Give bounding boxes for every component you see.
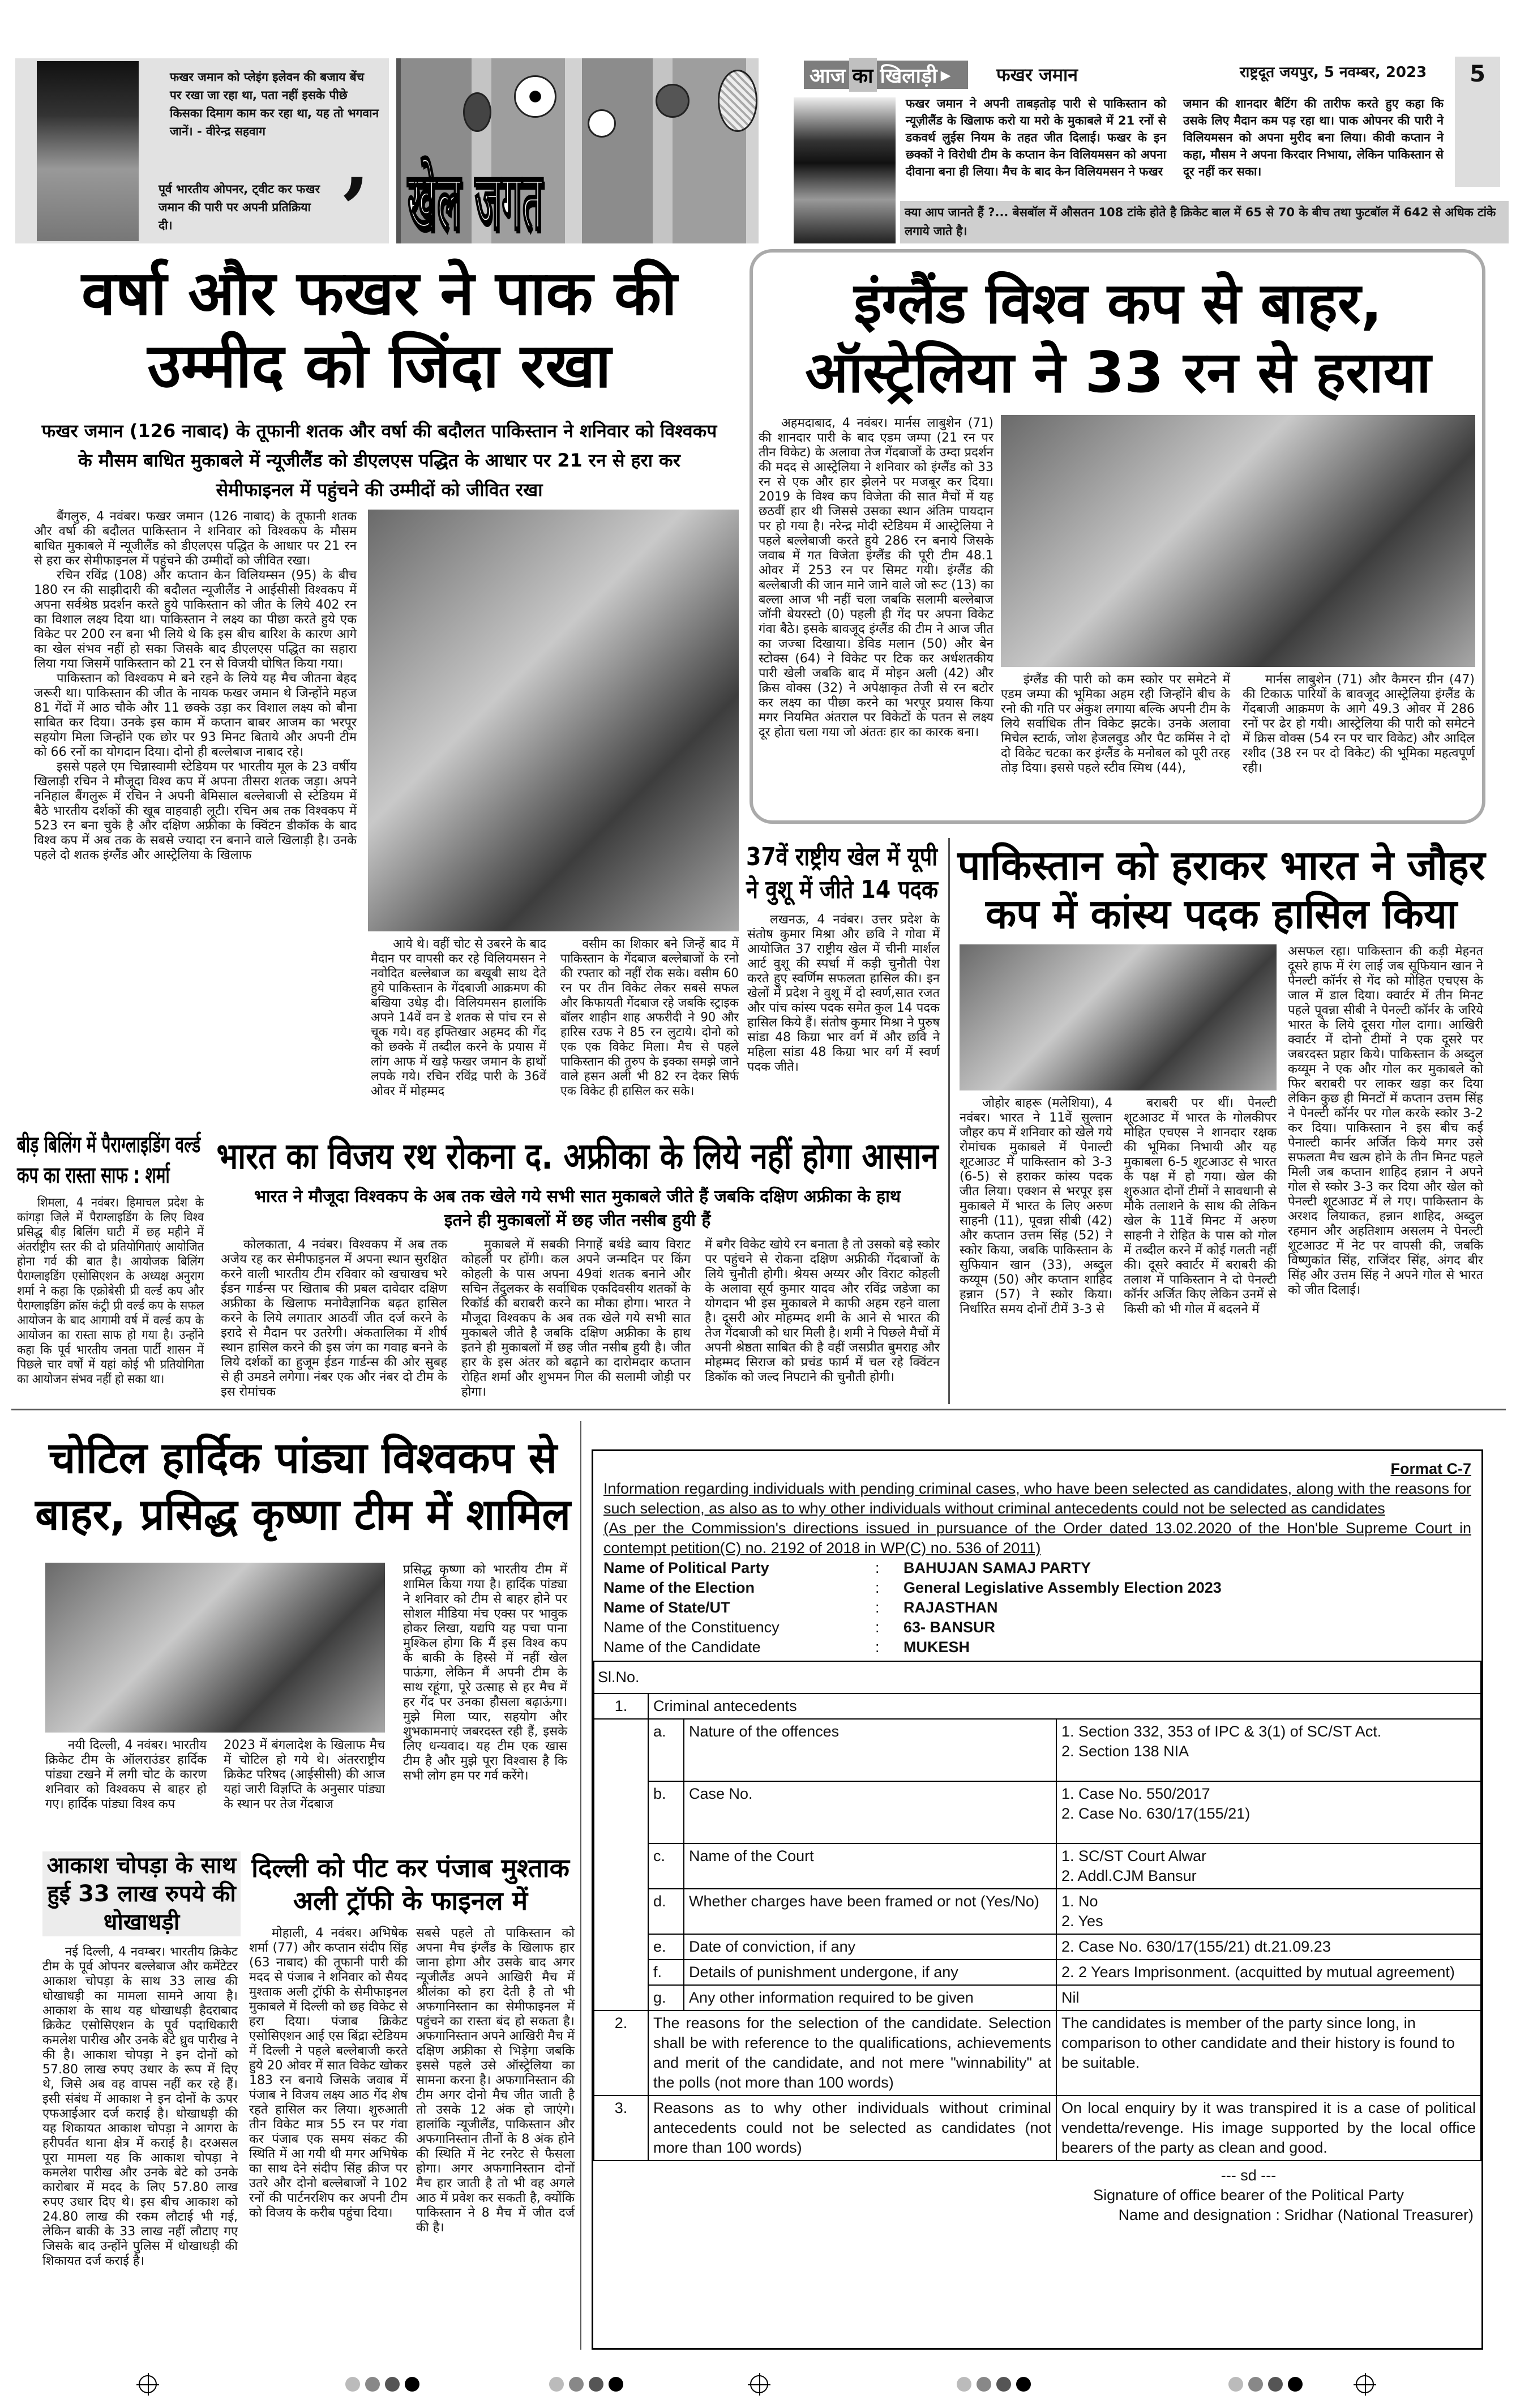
tennis-racket-icon bbox=[718, 70, 757, 132]
color-dot-icon bbox=[589, 2377, 603, 2392]
badge-word: खिलाड़ी bbox=[880, 64, 937, 88]
row-value: On local enquiry by it was transpired it is a case of political vendetta/revenge. His image supported by the local office bearers of the party as clean and good. bbox=[1056, 2095, 1481, 2161]
field-value: RAJASTHAN bbox=[903, 1599, 998, 1616]
row-letter: c. bbox=[648, 1844, 684, 1889]
color-dot-icon bbox=[345, 2377, 360, 2392]
article-column: सबसे पहले तो पाकिस्तान को अपना मैच इंग्लैंड के खिलाफ हार जाना होगा और उसके बाद अगर न्यूजीलैंड अपने आखिरी मैच में श्रीलंका को हरा देती है तो भी अफगानिस्तान का सेमीफाइनल में पहुंचने का रास्ता बंद हो सकता है। अफगानिस्तान अपने आखिरी मैच में दक्षिण अफ्रीका से भिड़ेगा जबकि इससे पहले उसे ऑस्ट्रेलिया का सामना करना है। अफगानिस्तान की टीम अगर दोनो मैच जीत जाती है तो उसके 12 अंक हो जाएंगे। हालांकि न्यूजीलैंड, पाकिस्तान और अफगानिस्तान तीनों के 8 अंक होने की स्थिति में नेट रनरेट से फैसला होगा। अगर अफगानिस्तान दोनों मैच हार जाती है तो भी वह अगले आठ में प्रवेश कर सकती है, क्योंकि पाकिस्तान ने 8 मैच में जीत दर्ज की है। bbox=[416, 1926, 575, 2235]
colon: : bbox=[875, 1559, 880, 1576]
color-dot-icon bbox=[1228, 2377, 1243, 2392]
color-dot-icon bbox=[1016, 2377, 1031, 2392]
row-label: Reasons as to why other individuals without criminal antecedents could not be selected as candidates (not more than 100 words) bbox=[648, 2095, 1056, 2161]
subhead-ind-sa: भारत ने मौजूदा विश्वकप के अब तक खेले गये सभी सात मुकाबले जीते हैं जबकि दक्षिण अफ्रीका के हाथ इतने ही मुकाबलों में छह जीत नसीब हुयी हैं bbox=[254, 1187, 901, 1230]
article-column: नयी दिल्ली, 4 नवंबर। भारतीय क्रिकेट टीम के ऑलराउंडर हार्दिक पांड्या टखने में लगी चोट के कारण शनिवार को विश्वकप से बाहर हो गए। हार्दिक पांड्या विश्व कप bbox=[45, 1738, 207, 1811]
registration-mark-icon bbox=[750, 2375, 768, 2393]
football-icon bbox=[514, 75, 556, 118]
table-row bbox=[594, 1960, 1481, 1985]
field-value: General Legislative Assembly Election 2023 bbox=[903, 1579, 1222, 1596]
williamson-photo bbox=[794, 97, 896, 243]
row-label: The reasons for the selection of the candidate. Selection shall be with reference to the qualifications, achievements and merit of the candidate, and not mere "winnability" at the polls (not more than 100 words) bbox=[648, 2011, 1056, 2095]
row-label: Name of the Court bbox=[684, 1844, 1056, 1889]
colon: : bbox=[875, 1599, 880, 1616]
color-dot-icon bbox=[405, 2377, 419, 2392]
color-dot-icon bbox=[1248, 2377, 1263, 2392]
cricket-ball-icon bbox=[463, 92, 491, 132]
criminal-antecedents-table bbox=[593, 1661, 1481, 2161]
color-dot-icon bbox=[1268, 2377, 1283, 2392]
color-dot-icon bbox=[365, 2377, 380, 2392]
page-number: 5 bbox=[1455, 57, 1500, 187]
field-state bbox=[603, 1598, 1471, 1618]
field-label: Name of the Constituency bbox=[603, 1619, 780, 1636]
row-value: 2. Case No. 630/17(155/21) dt.21.09.23 bbox=[1056, 1934, 1481, 1960]
table-row bbox=[594, 1781, 1481, 1844]
field-label: Name of Political Party bbox=[603, 1559, 769, 1576]
table-row bbox=[594, 1889, 1481, 1934]
quote-text: फखर जमान को प्लेइंग इलेवन की बजाय बेंच पर रखा जा रहा था, पता नहीं इसके पीछे किसका दिमाग काम कर रहा था, यह तो भगवान जानें। - वीरेन्द्र सहवाग bbox=[170, 70, 379, 138]
color-dot-icon bbox=[977, 2377, 991, 2392]
registration-mark-icon bbox=[139, 2375, 157, 2393]
section-title: Criminal antecedents bbox=[648, 1693, 1481, 1719]
color-dot-icon bbox=[957, 2377, 971, 2392]
field-value: BAHUJAN SAMAJ PARTY bbox=[903, 1559, 1091, 1576]
format-title: Format C-7 bbox=[1390, 1460, 1471, 1477]
table-row bbox=[594, 2095, 1481, 2161]
article-column: मोहाली, 4 नवंबर। अभिषेक शर्मा (77) और कप्तान संदीप सिंह (63 नाबाद) की तूफानी पारी की मदद से पंजाब ने शनिवार को सैयद मुश्ताक अली ट्रॉफी के सेमीफाइनल मुकाबले में दिल्ली को छह विकेट से हरा दिया। पंजाब क्रिकेट एसोसिएशन आई एस बिंद्रा स्टेडियम में दिल्ली ने पहले बल्लेबाजी करते हुये 20 ओवर में सात विकेट खोकर 183 रन बनाये जिसके जवाब में पंजाब ने विजय लक्ष्य आठ गेंद शेष रहते हासिल कर लिया। शुरुआती तीन विकेट मात्र 55 रन पर गंवा कर पंजाब एक समय संकट की स्थिति में आ गयी थी मगर अभिषेक का साथ देने संदीप सिंह क्रीज पर उतरे और दोनो बल्लेबाजों ने 102 रनों की पार्टनरशिप कर अपनी टीम को विजय के करीब पहुंचा दिया। bbox=[249, 1926, 408, 2220]
article-column: मार्नस लाबुशेन (71) और कैमरन ग्रीन (47) की टिकाऊ पारियों के बावजूद आस्ट्रेलिया इंग्लैंड के गेंदबाजी आक्रमण के आगे 49.3 ओवर में 286 रनों पर ढेर हो गयी। आस्ट्रेलिया की पारी को समेटने में क्रिस वोक्स (54 रन पर चार विकेट) और आदिल रशीद (38 रन पर दो विकेट) की भूमिका महत्वपूर्ण रही। bbox=[1243, 673, 1475, 775]
field-party bbox=[603, 1558, 1471, 1578]
field-candidate bbox=[603, 1637, 1471, 1657]
row-label: Details of punishment undergone, if any bbox=[684, 1960, 1056, 1985]
color-dot-icon bbox=[569, 2377, 584, 2392]
row-value: Nil bbox=[1056, 1985, 1481, 2011]
row-letter: a. bbox=[648, 1719, 684, 1781]
article-paragraph: इससे पहले एम चिन्नास्वामी स्टेडियम पर भारतीय मूल के 23 वर्षीय खिलाड़ी रचिन ने मौजूदा विश्व कप में अपना तीसरा शतक जड़ा। अपने ननिहाल बैंगलुरू में रचिन ने अपनी बेमिसाल बल्लेबाजी से स्टेडियम में बैठे भारतीय दर्शकों की खूब वाहवाही लूटी। रचिन अब तक विश्वकप में 523 रन बना चुके है और दक्षिण अफ्रीका के क्विंटन डीकॉक के बाद विश्व कप में अब तक के सबसे ज्यादा रन बनाने वाले खिलाड़ी है। उनके पहले दो शतक इंग्लैंड और आस्ट्रेलिया के खिलाफ bbox=[34, 760, 357, 862]
row-number: 2. bbox=[594, 2011, 648, 2095]
table-row bbox=[594, 1985, 1481, 2011]
did-you-know-box: क्या आप जानते हैं ?... बेसबॉल में औसतन 108 टांके होते है क्रिकेट बाल में 65 से 70 के बीच तथा फुटबॉल में 642 से अधिक टांके लगाये जाते है। bbox=[900, 201, 1509, 243]
player-of-day-name: फखर जमान bbox=[996, 64, 1078, 85]
photo-hockey-match bbox=[960, 944, 1277, 1090]
dateline: राष्ट्रदूत जयपुर, 5 नवम्बर, 2023 bbox=[1240, 64, 1427, 81]
quote-caption: पूर्व भारतीय ओपनर, ट्वीट कर फखर जमान की पारी पर अपनी प्रतिक्रिया दी। bbox=[159, 182, 320, 232]
article-column: इंग्लैंड की पारी को कम स्कोर पर समेटने में एडम जम्पा की भूमिका अहम रही जिन्होंने बीच के रनो की गति पर अंकुश लगाया बल्कि अपनी टीम के लिये सर्वाधिक तीन विकेट झटके। उनके अलावा मिचेल स्टार्क, जोश हेजलवुड और पैट कमिंस ने दो दो विकेट चटका कर इंग्लैंड के मनोबल को पूरी तरह तोड़ दिया। इससे पहले स्टीव स्मिथ (44), bbox=[1001, 673, 1230, 775]
badge-word: आज bbox=[810, 64, 846, 88]
section-logo-text: खेल जगत bbox=[408, 156, 543, 248]
row-value: The candidates is member of the party since long, in comparison to other candidate and their history is found to be suitable. bbox=[1056, 2011, 1481, 2095]
signature-line: Signature of office bearer of the Political Party bbox=[1093, 2187, 1404, 2204]
signed-mark: --- sd --- bbox=[1220, 2167, 1277, 2184]
color-dot-icon bbox=[996, 2377, 1011, 2392]
headline-pak-nz: वर्षा और फखर ने पाक की उम्मीद को जिंदा रखा bbox=[82, 258, 677, 401]
article-column: वसीम का शिकार बने जिन्हें बाद में पाकिस्तान के गेंदबाज बल्लेबाजों के रनो की रफ्तार को नहीं रोक सके। वसीम 60 रन पर तीन विकेट लेकर सबसे सफल और किफायती गेंदबाज रहे जबकि स्ट्राइक बॉलर शाहीन शाह अफरीदी ने 90 और हारिस रउफ ने 85 रन लुटाये। दोनो को एक एक विकेट मिला। मैच से पहले पाकिस्तान की तुरुप के इक्का समझे जाने वाले हसन अली भी 82 रन देकर सिर्फ एक विकेट ही हासिल कर सके। bbox=[560, 937, 739, 1098]
headline-hockey: पाकिस्तान को हराकर भारत ने जौहर कप में कांस्य पदक हासिल किया bbox=[957, 841, 1485, 938]
photo-hardik-injury bbox=[45, 1563, 385, 1733]
table-row bbox=[594, 1719, 1481, 1781]
table-row bbox=[594, 2011, 1481, 2095]
headline-eng-aus: इंग्लैंड विश्व कप से बाहर, ऑस्ट्रेलिया ने 33 रन से हराया bbox=[805, 270, 1431, 405]
article-column: असफल रहा। पाकिस्तान की कड़ी मेहनत दूसरे हाफ में रंग लाई जब सूफियान खान ने पेनल्टी कॉर्नर से गेंद को मोहित एचएस के जाल में डाल दिया। क्वार्टर में तीन मिनट पहले पूवन्ना सीबी ने पेनल्टी कॉर्नर के जरिये भारत के लिये दूसरा गोल दागा। आखिरी क्वार्टर में दोनो टीमों ने एक दूसरे पर जबरदस्त प्रहार किये। पाकिस्तान के अब्दुल कय्यूम ने एक और गोल कर मुकाबले को फिर बराबरी पर लाकर खड़ा कर दिया लेकिन कुछ ही मिनटों में कप्तान उत्तम सिंह ने पेनल्टी कॉर्नर पर गोल करके स्कोर 3-2 कर दिया। पाकिस्तान ने इस बीच कई पेनाल्टी कार्नर अर्जित किये मगर उसे सफलता मैच खत्म होने के तीन मिनट पहले मिली जब कप्तान शाहिद हन्नान ने अपने गोल से स्कोर 3-3 कर दिया और खेल को पेनल्टी शूटआउट में ले गए। पाकिस्तान के अरशद लियाकत, हन्नान शाहिद, अब्दुल रहमान और अहतिशाम असलम ने पेनल्टी शूटआउट में नेट पर वापसी की, जबकि विष्णुकांत सिंह, राजिंदर सिंह, अंगद बीर सिंह और उत्तम सिंह ने अपने गोल से भारत को जीत दिलाई। bbox=[1288, 944, 1483, 1297]
article-column: लखनऊ, 4 नवंबर। उत्तर प्रदेश के संतोष कुमार मिश्रा और छवि ने गोवा में आयोजित 37 राष्ट्रीय खेल में चीनी मार्शल आर्ट वुशू की स्पर्धा में कड़ी चुनौती पेश करते हुए स्वर्णिम सफलता हासिल की। इन खेलों में प्रदेश ने वुशू में दो स्वर्ण,सात रजत और पांच कांस्य पदक समेत कुल 14 पदक हासिल किये हैं। संतोष कुमार मिश्रा ने पुरुष सांडा 48 किग्रा भार वर्ग में और छवि ने महिला सांडा 48 किग्रा भार वर्ग में स्वर्ण पदक जीते। bbox=[747, 913, 940, 1074]
field-label: Name of State/UT bbox=[603, 1599, 730, 1616]
row-label: Whether charges have been framed or not (Yes/No) bbox=[684, 1889, 1056, 1934]
color-dot-icon bbox=[549, 2377, 564, 2392]
headline-wushu: 37वें राष्ट्रीय खेल में यूपी ने वुशू में जीते 14 पदक bbox=[746, 842, 939, 904]
headline-ind-sa: भारत का विजय रथ रोकना द. अफ्रीका के लिये नहीं होगा आसान bbox=[216, 1136, 939, 1178]
colon: : bbox=[875, 1579, 880, 1596]
article-column: नई दिल्ली, 4 नवम्बर। भारतीय क्रिकेट टीम के पूर्व ओपनर बल्लेबाज और कमेंटेटर आकाश चोपड़ा के साथ 33 लाख की धोखाधड़ी का मामला सामने आया है। आकाश के साथ यह धोखाधड़ी हैदराबाद क्रिकेट एसोसिएशन के पूर्व पदाधिकारी कमलेश पारीख और उनके बेटे ध्रुव पारीख ने की है। आकाश चोपड़ा ने इन दोनों को 57.80 लाख रुपए उधार के रूप में दिए थे, जिसे अब वह वापस नहीं कर रहे हैं। इसी संबंध में आकाश ने इन दोनों के ऊपर एफआईआर दर्ज कराई है। धोखाधड़ी की यह शिकायत आकाश चोपड़ा ने आगरा के हरीपर्वत थाना क्षेत्र में कराई है। दरअसल पूरा मामला यह कि आकाश चोपड़ा ने कमलेश पारीख और उनके बेटे को उनके कारोबार में मदद के लिए 57.80 लाख रुपए उधार दिए थे। इस बीच आकाश को 24.80 लाख की रकम लौटाई भी गई, लेकिन बाकी के 33 लाख नहीं लौटाए गए जिसके बाद उन्होंने पुलिस में धोखाधड़ी की शिकायत दर्ज कराई है। bbox=[42, 1945, 238, 2268]
field-value: 63- BANSUR bbox=[903, 1619, 996, 1636]
article-column: आये थे। वहीं चोट से उबरने के बाद मैदान पर वापसी कर रहे विलियमसन ने नवोदित बल्लेबाज का बखूबी साथ देते हुये पाकिस्तान के गेंदबाजी आक्रमण की बखिया उधेड़ दी। विलियमसन हालांकि अपने 14वें वन डे शतक से पांच रन से चूक गये। वह इफ्तिखार अहमद की गेंद को छक्के में तब्दील करने के प्रयास में लांग आफ में खड़े फखर जमान के हाथों लपके गये। रचिन रविंद्र पारी के 36वें ओवर में मोहम्मद bbox=[371, 937, 546, 1098]
photo-fakhar-babar bbox=[368, 510, 739, 931]
color-dot-icon bbox=[385, 2377, 400, 2392]
row-letter: d. bbox=[648, 1889, 684, 1934]
article-column: में बगैर विकेट खोये रन बनाता है तो उसको बड़े स्कोर पर पहुंचने से रोकना दक्षिण अफ्रीकी गेंदबाजों के लिये चुनौती होगी। श्रेयस अय्यर और विराट कोहली के अलावा सूर्य कुमार यादव और रविंद्र जडेजा का योगदान भी इस मुकाबले मे काफी अहम रहने वाला है। दूसरी ओर मोहम्मद शमी के आने से भारत की तेज गेंदबाजी को धार मिली है। शमी ने पिछले मैचों में अपनी श्रेष्ठता साबित की है वहीं जसप्रीत बुमराह और मोहम्मद सिराज को प्रचंड फार्म में चल रहे क्विंटन डिकॉक को जल्द निपटाने की चुनौती होगी। bbox=[705, 1238, 940, 1384]
player-of-day-text: फखर जमान ने अपनी ताबड़तोड़ पारी से पाकिस्तान को न्यूज़ीलैंड के खिलाफ करो या मरो के मुकाबले में 21 रनों से डकवर्थ लुईस नियम के तहत जीत दिलाई। फखर के इन छक्कों ने विरोधी टीम के कप्तान केन विलियमसन को अपना दीवाना बना ही लिया। मैच के बाद केन विलियमसन ने फखर bbox=[906, 97, 1166, 178]
row-label: Any other information required to be given bbox=[684, 1985, 1056, 2011]
row-value: 1. Case No. 550/2017 2. Case No. 630/17(155/21) bbox=[1056, 1781, 1481, 1844]
article-column: जोहोर बाहरू (मलेशिया), 4 नवंबर। भारत ने 11वें सुल्तान जौहर कप में शनिवार को खेले गये रोमांचक मुकाबले में पेनाल्टी शूटआउट में पाकिस्तान को 3-3 (6-5) से हराकर कांस्य पदक जीत लिया। एक्शन से भरपूर इस मुकाबले में भारत के लिए अरुण साहनी (11), पूवन्ना सीबी (42) और कप्तान उत्तम सिंह (52) ने स्कोर किया, जबकि पाकिस्तान के सुफियान खान (33), अब्दुल कय्यूम (50) और कप्तान शाहिद हन्नान (57) ने स्कोर किया। निर्धारित समय दोनों टीमें 3-3 से bbox=[960, 1096, 1112, 1316]
photo-australia-celebration bbox=[1001, 415, 1475, 667]
article-column: बराबरी पर थीं। पेनल्टी शूटआउट में भारत के गोलकीपर मोहित एचएस ने शानदार रक्षक की भूमिका निभायी और यह मुकाबला 6-5 शूटआउट से भारत के पक्ष में हो गया। खेल की शुरुआत दोनों टीमों ने सावधानी से मौके तलाशने के साथ की लेकिन खेल के 11वें मिनट में अरुण साहनी ने रोहित के पास को गोल में तब्दील करने में कोई गलती नहीं की। दूसरे क्वार्टर में बराबरी की तलाश में पाकिस्तान ने दो पेनल्टी कॉर्नर अर्जित किए लेकिन उनमें से किसी को भी गोल में बदलने में bbox=[1124, 1096, 1277, 1316]
article-paragraph: पाकिस्तान को विश्वकप मे बने रहने के लिये यह मैच जीतना बेहद जरूरी था। पाकिस्तान की जीत के नायक फखर जमान थे जिन्होंने महज 81 गेंदों में आठ चौके और 11 छक्के उड़ा कर विशाल लक्ष्य को बौना साबित कर दिया। उनके इस काम में कप्तान बाबर आजम का भरपूर सहयोग मिला जिन्होंने एक छोर पर 93 मिनट बिताये और अपनी टीम को 66 रनों का योगदान दिया। दोनो ही बल्लेबाज नाबाद रहे। bbox=[34, 671, 357, 759]
hockey-ball-icon bbox=[588, 109, 616, 138]
slno-header: Sl.No. bbox=[594, 1661, 1481, 1693]
headline-paragliding: बीड़ बिलिंग में पैराग्लाइडिंग वर्ल्ड कप का रास्ता साफ : शर्मा bbox=[17, 1132, 201, 1188]
article-column: प्रसिद्ध कृष्णा को भारतीय टीम में शामिल किया गया है। हार्दिक पांड्या ने शनिवार को टीम से बाहर होने पर सोशल मीडिया मंच एक्स पर भावुक होकर लिखा, यद्यपि यह पचा पाना मुश्किल होगा कि मैं इस विश्व कप के बाकी के हिस्से में नहीं खेल पाऊंगा, लेकिन मैं अपनी टीम के साथ रहूंगा, पूरे उत्साह से हर मैच में हर गेंद पर उनका हौसला बढ़ाऊंगा। मुझे मिला प्यार, सहयोग और शुभकामनाएं जबरदस्त रही हैं, इसके लिए धन्यवाद। यह टीम एक खास टीम है और मुझे पूरा विश्वास है कि सभी लोग हम पर गर्व करेंगे। bbox=[403, 1563, 567, 1783]
field-value: MUKESH bbox=[903, 1639, 970, 1656]
format-intro: Information regarding individuals with pending criminal cases, who have been selected as candidates, along with the reasons for such selection, as also as to why other individuals without criminal antecedents could not be selected as candidates bbox=[603, 1480, 1471, 1517]
row-value: 2. 2 Years Imprisonment. (acquitted by mutual agreement) bbox=[1056, 1960, 1481, 1985]
row-label: Case No. bbox=[684, 1781, 1056, 1844]
article-column bbox=[34, 510, 357, 863]
badge-word: का bbox=[849, 58, 877, 92]
row-value: 1. SC/ST Court Alwar 2. Addl.CJM Bansur bbox=[1056, 1844, 1481, 1889]
row-letter: f. bbox=[648, 1960, 684, 1985]
row-value: 1. No 2. Yes bbox=[1056, 1889, 1481, 1934]
headline-hardik: चोटिल हार्दिक पांड्या विश्वकप से बाहर, प्रसिद्ध कृष्णा टीम में शामिल bbox=[35, 1432, 571, 1539]
row-label: Date of conviction, if any bbox=[684, 1934, 1056, 1960]
field-label: Name of the Election bbox=[603, 1579, 755, 1596]
row-letter: e. bbox=[648, 1934, 684, 1960]
headline-delhi-punjab: दिल्ली को पीट कर पंजाब मुश्ताक अली ट्रॉफी के फाइनल में bbox=[251, 1853, 569, 1916]
field-constituency bbox=[603, 1618, 1471, 1637]
colon: : bbox=[875, 1639, 880, 1656]
article-column: मुकाबले में सबकी निगाहें बर्थडे ब्वाय विराट कोहली पर होंगी। कल अपने जन्मदिन पर किंग कोहली के पास अपना 49वां शतक बनाने और सचिन तेंदुलकर के सर्वाधिक एकदिवसीय शतकों के रिकॉर्ड की बराबरी करने का मौका होगा। भारत ने मौजूदा विश्वकप के अब तक खेले गये सभी सात मुकाबले जीते है जबकि दक्षिण अफ्रीका के हाथ इतने ही मुकाबलों में छह जीत नसीब हुयी है। जीत हार के इस अंतर को बढ़ाने का दारोमदार कप्तान रोहित शर्मा और शुभमन गिल की सलामी जोड़ी पर होगा। bbox=[461, 1238, 691, 1399]
registration-mark-icon bbox=[1356, 2375, 1374, 2393]
color-dot-icon bbox=[1288, 2377, 1303, 2392]
colon: : bbox=[875, 1619, 880, 1636]
row-number: 3. bbox=[594, 2095, 648, 2161]
format-c7-notice bbox=[592, 1449, 1483, 2350]
field-election bbox=[603, 1578, 1471, 1598]
color-dot-icon bbox=[609, 2377, 623, 2392]
article-column: कोलकाता, 4 नवंबर। विश्वकप में अब तक अजेय रह कर सेमीफाइनल में अपना स्थान सुरक्षित करने वाली भारतीय टीम रविवार को खचाखच भरे ईडन गार्डन्स पर खिताब की प्रबल दावेदार दक्षिण अफ्रीका के खिलाफ मनोवैज्ञानिक बढ़त हासिल करने के लिये लगातार आठवीं जीत दर्ज करने के इरादे से मैदान पर उतरेगी। अंकतालिका में शीर्ष स्थान हासिल करने की इस जंग का गवाह बनने के लिये दर्शकों का हुजूम ईडन गार्डन्स की ओर सुबह से ही उमडने लगेगा। नंबर एक और नंबर दो टीम के इस रोमांचक bbox=[221, 1238, 447, 1399]
format-order-reference: (As per the Commission's directions issued in pursuance of the Order dated 13.02.2020 of the Hon'ble Supreme Court in contempt petition(C) no. 2192 of 2018 in WP(C) no. 536 of 2011) bbox=[603, 1520, 1471, 1556]
article-column: शिमला, 4 नवंबर। हिमाचल प्रदेश के कांगड़ा जिले में पैराग्लाइडिंग के लिए विश्व प्रसिद्ध बीड़ बिलिंग घाटी में छह महीने में अंतर्राष्ट्रीय स्तर की दो प्रतियोगिताएं आयोजित होना गर्व की बात है। आयोजक बिलिंग पैराग्लाइडिंग एसोसिएशन के अध्यक्ष अनुराग शर्मा ने कहा कि एक्रोबेसी प्री वर्ल्ड कप और पैराग्लाइडिंग क्रॉस कंट्री प्री वर्ल्ड कप के सफल आयोजन के बाद आगामी वर्ष में वर्ल्ड कप के आयोजन का रास्ता साफ हो गया है। उन्होंने कहा कि पूर्व भारतीय जनता पार्टी शासन में पिछले चार वर्षों में यहां कोई भी प्रतियोगिता का आयोजन संभव नहीं हो सका था। bbox=[17, 1196, 204, 1387]
table-row bbox=[594, 1844, 1481, 1889]
basketball-icon bbox=[656, 84, 690, 118]
field-label: Name of the Candidate bbox=[603, 1639, 761, 1656]
subhead-pak-nz: फखर जमान (126 नाबाद) के तूफानी शतक और वर्षा की बदौलत पाकिस्तान ने शनिवार को विश्वकप के मौसम बाधित मुकाबले में न्यूजीलैंड को डीएलएस पद्धित के आधार पर 21 रन से हरा कर सेमीफाइनल में पहुंचने की उम्मीदों को जीवित रखा bbox=[41, 420, 717, 501]
article-column: अहमदाबाद, 4 नवंबर। मार्नस लाबुशेन (71) की शानदार पारी के बाद एडम जम्पा (21 रन पर तीन विकेट) के अलावा तेज गेंदबाजों के उम्दा प्रदर्शन की मदद से आस्ट्रेलिया ने शनिवार को इंग्लैंड को 33 रन से एक और हार झेलने पर मजबूर कर दिया। 2019 के विश्व कप विजेता की सात मैचों में यह छठवीं हार थी जिससे उसका स्थान अंतिम पायदान पर हो गया है। नरेन्द्र मोदी स्टेडियम में आस्ट्रेलिया ने पहले बल्लेबाजी करते हुये 286 रन बनाये जिसके जवाब में गत विजेता इंग्लैंड की पूरी टीम 48.1 ओवर में 253 रन पर सिमट गयी। इंग्लैंड की बल्लेबाजी की जान माने जाने वाले जो रूट (13) का बल्ला आज भी नहीं चला जबकि सलामी बल्लेबाज जॉनी बेयरस्टो (0) पहली ही गेंद पर अपना विकेट गंवा बैठे। इसके बावजूद इंग्लैंड की टीम ने आज जीत का जज्बा दिखाया। डेविड मलान (50) और बेन स्टोक्स (64) ने विकेट पर टिक कर अर्धशतकीय पारी खेली जबकि बाद में मोइन अली (42) और क्रिस वोक्स (32) ने अपेक्षाकृत तेजी से रन बटोर कर लक्ष्य का पीछा करने का भरपूर प्रयास किया मगर नियमित अंतराल पर विकेटों के पतन से लक्ष्य दूर होता चला गया जो अंततः हार का कारक बना। bbox=[759, 416, 993, 739]
name-designation: Name and designation : Sridhar (National Treasurer) bbox=[1118, 2206, 1474, 2223]
arrow-icon: ▸ bbox=[940, 63, 951, 87]
signature-block bbox=[593, 2161, 1481, 2225]
row-label: Nature of the offences bbox=[684, 1719, 1056, 1781]
player-of-day-text: जमान की शानदार बैटिंग की तारीफ करते हुए कहा कि उसके लिए मैदान कम पड़ रहा था। पाक ओपनर की पारी ने विलियमसन को अपना मुरीद बना लिया। कीवी कप्तान ने कहा, मौसम ने अपना किरदार निभाया, लेकिन पाकिस्तान से दूर नहीं कर सका। bbox=[1183, 97, 1444, 178]
sehwag-photo bbox=[37, 61, 139, 241]
section-divider bbox=[11, 1409, 1506, 1410]
column-divider bbox=[580, 1421, 581, 2350]
article-paragraph: बैंगलुरु, 4 नवंबर। फखर जमान (126 नाबाद) के तूफानी शतक और वर्षा की बदौलत पाकिस्तान ने शनिवार को विश्वकप के मौसम बाधित मुकाबले में न्यूजीलैंड को डीएलएस पद्धित के आधार पर 21 रन से हरा कर सेमीफाइनल में पहुंचने की उम्मीदों को जीवित रखा। bbox=[34, 510, 357, 568]
headline-akash-chopra: आकाश चोपड़ा के साथ हुई 33 लाख रुपये की धोखाधड़ी bbox=[42, 1851, 241, 1936]
row-number: 1. bbox=[594, 1693, 648, 1719]
row-value: 1. Section 332, 353 of IPC & 3(1) of SC/ST Act. 2. Section 138 NIA bbox=[1056, 1719, 1481, 1781]
row-letter: b. bbox=[648, 1781, 684, 1844]
quote-mark-icon: ’ bbox=[340, 160, 370, 259]
article-paragraph: रचिन रविंद्र (108) और कप्तान केन विलियम्सन (95) के बीच 180 रन की साझीदारी की बदौलत न्यूजीलैंड ने आईसीसी विश्वकप में अपना सर्वश्रेष्ठ प्रदर्शन करते हुये पाकिस्तान को जीत के लिये 402 रन का विशाल लक्ष्य दिया था। पाकिस्तान ने लक्ष्य का पीछा करते हुये एक विकेट पर 200 रन बना भी लिये थे कि इस बीच बारिश के कारण आगे का खेल संभव नहीं हो सका जिसके बाद डीएलएस पद्धित का सहारा लिया गया जिसमें पाकिस्तान को 21 रन से विजयी घोषित किया गया। bbox=[34, 568, 357, 671]
article-column: 2023 में बंगलादेश के खिलाफ मैच में चोटिल हो गये थे। अंतरराष्ट्रीय क्रिकेट परिषद (आईसीसी) की आज यहां जारी विज्ञप्ति के अनुसार पांड्या के स्थान पर तेज गेंदबाज bbox=[224, 1738, 385, 1811]
table-row bbox=[594, 1934, 1481, 1960]
row-letter: g. bbox=[648, 1985, 684, 2011]
aaj-ka-khiladi-badge bbox=[804, 61, 968, 89]
column-divider bbox=[948, 838, 950, 1404]
